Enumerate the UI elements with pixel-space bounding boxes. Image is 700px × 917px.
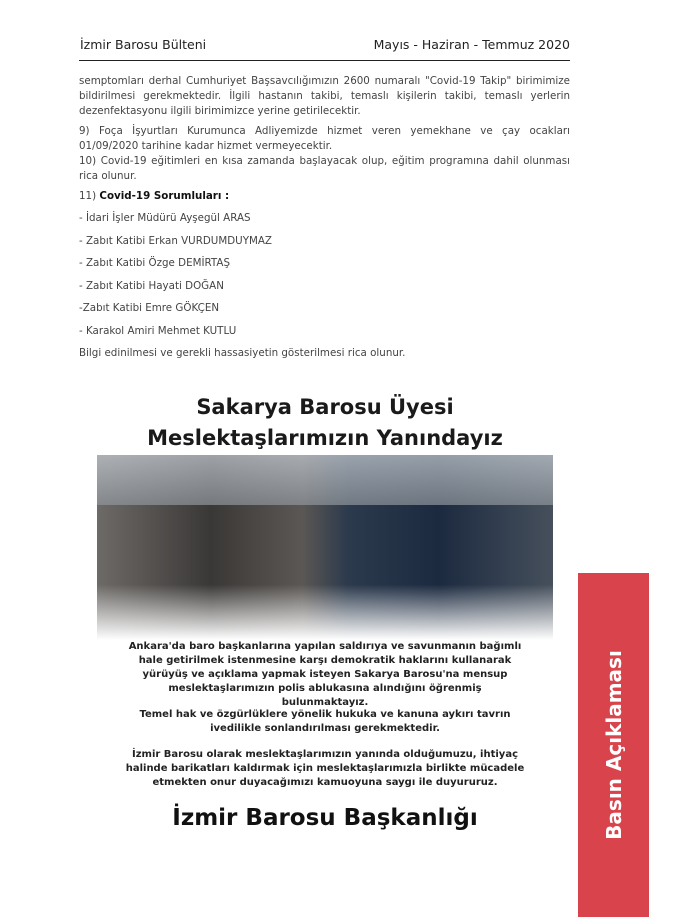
poster-paragraph-3: İzmir Barosu olarak meslektaşlarımızın yanında olduğumuzu, ihtiyaç halinde barikatları kaldırmak için meslektaşlarımızla birlikte mücadele etmekten onur duyacağımızı kamuoyuna saygı ile duyururuz. [125, 749, 525, 788]
press-release-poster [97, 390, 553, 850]
list-item: -Zabıt Katibi Emre GÖKÇEN [79, 302, 220, 314]
poster-title-2: Meslektaşlarımızın Yanındayız [147, 426, 503, 450]
list-item: - Karakol Amiri Mehmet KUTLU [79, 324, 237, 337]
header-divider [79, 60, 570, 61]
poster-signature: İzmir Barosu Başkanlığı [172, 805, 478, 831]
poster-title-1: Sakarya Barosu Üyesi [196, 395, 454, 419]
item-number: 11) [79, 190, 97, 202]
list-item: - Zabıt Katibi Erkan VURDUMDUYMAZ [79, 234, 272, 247]
protest-photo [97, 455, 553, 640]
body-text [79, 74, 570, 366]
poster-paragraph-2: Temel hak ve özgürlüklere yönelik hukuka ve kanuna aykırı tavrın ivedilikle sonlandırılması gerekmektedir. [139, 709, 511, 734]
list-item: - Zabıt Katibi Özge DEMİRTAŞ [79, 257, 230, 269]
heading-bold: Covid-19 Sorumluları : [99, 190, 230, 202]
closing-text: Bilgi edinilmesi ve gerekli hassasiyetin gösterilmesi rica olunur. [79, 347, 406, 359]
section-label: Basın Açıklaması [601, 650, 626, 840]
poster-paragraph-1: Ankara'da baro başkanlarına yapılan saldırıya ve savunmanın bağımlı hale getirilmek istenmesine karşı demokratik haklarını kullanarak yürüyüş ve açıklama yapmak isteyen Sakarya Barosu'na mensup meslektaşlarımızın polis ablukasına alındığını öğrenmiş bulunmaktayız. [128, 641, 522, 708]
paragraph: 9) Foça İşyurtları Kurumunca Adliyemizde hizmet veren yemekhane ve çay ocakları 01/09/2020 tarihine kadar hizmet vermeyecektir. [79, 125, 570, 152]
paragraph: semptomları derhal Cumhuriyet Başsavcılığımızın 2600 numaralı "Covid-19 Takip" birimimize bildirilmesi gerekmektedir. İlgili hastanın takibi, temaslı kişilerin takibi, temaslı yerlerin dezenfektasyonu ilgili birimimizce yerine getirilecektir. [79, 75, 570, 117]
section-tab [578, 573, 649, 917]
list-item: - İdari İşler Müdürü Ayşegül ARAS [79, 212, 251, 224]
list-item: - Zabıt Katibi Hayati DOĞAN [79, 279, 224, 292]
bulletin-title: İzmir Barosu Bülteni [80, 37, 207, 52]
paragraph: 10) Covid-19 eğitimleri en kısa zamanda başlayacak olup, eğitim programına dahil olunması rica olunur. [79, 155, 570, 182]
issue-date: Mayıs - Haziran - Temmuz 2020 [373, 37, 570, 52]
responsibles-heading [79, 189, 570, 204]
